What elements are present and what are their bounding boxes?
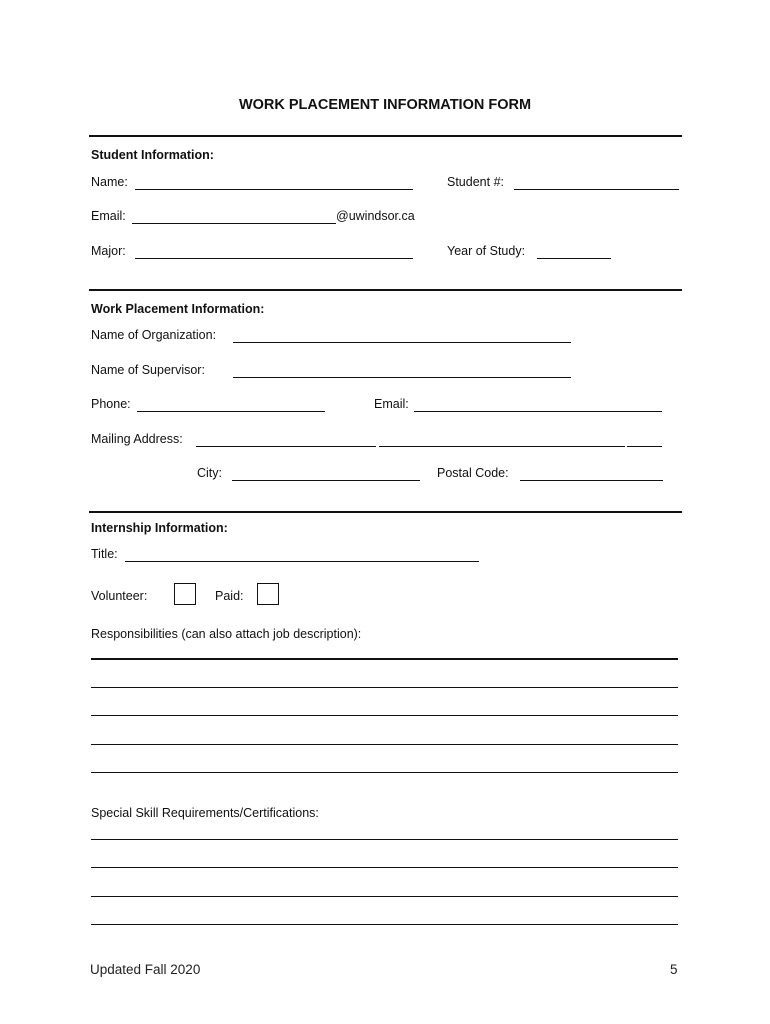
- city-label: City:: [197, 466, 222, 480]
- special-skills-line[interactable]: [91, 839, 678, 840]
- organization-label: Name of Organization:: [91, 328, 217, 342]
- name-field[interactable]: [135, 189, 413, 190]
- section-divider: [89, 289, 682, 291]
- postal-code-label: Postal Code:: [437, 466, 509, 480]
- placement-email-field[interactable]: [414, 411, 662, 412]
- special-skills-label: Special Skill Requirements/Certifications:: [91, 806, 319, 820]
- responsibilities-label: Responsibilities (can also attach job description):: [91, 627, 362, 641]
- organization-field[interactable]: [233, 342, 571, 343]
- email-field[interactable]: [132, 223, 336, 224]
- footer-updated-date: Updated Fall 2020: [90, 962, 201, 977]
- internship-info-heading: Internship Information:: [91, 521, 228, 535]
- major-field[interactable]: [135, 258, 413, 259]
- year-of-study-field[interactable]: [537, 258, 611, 259]
- section-divider: [89, 511, 682, 513]
- mailing-address-label: Mailing Address:: [91, 432, 183, 446]
- volunteer-label: Volunteer:: [91, 589, 148, 603]
- page-number: 5: [670, 962, 678, 977]
- responsibilities-line[interactable]: [91, 715, 678, 716]
- name-label: Name:: [91, 175, 128, 189]
- responsibilities-line[interactable]: [91, 744, 678, 745]
- responsibilities-line[interactable]: [91, 772, 678, 773]
- postal-code-field[interactable]: [520, 480, 663, 481]
- student-number-label: Student #:: [447, 175, 504, 189]
- major-label: Major:: [91, 244, 126, 258]
- responsibilities-line[interactable]: [91, 658, 678, 660]
- responsibilities-line[interactable]: [91, 687, 678, 688]
- mailing-address-field-3[interactable]: [627, 446, 662, 447]
- special-skills-line[interactable]: [91, 867, 678, 868]
- email-domain-suffix: @uwindsor.ca: [336, 209, 415, 223]
- volunteer-checkbox[interactable]: [174, 583, 196, 605]
- special-skills-line[interactable]: [91, 896, 678, 897]
- title-label: Title:: [91, 547, 118, 561]
- phone-label: Phone:: [91, 397, 131, 411]
- mailing-address-field-2[interactable]: [379, 446, 625, 447]
- email-label: Email:: [91, 209, 126, 223]
- placement-info-heading: Work Placement Information:: [91, 302, 265, 316]
- title-field[interactable]: [125, 561, 479, 562]
- placement-email-label: Email:: [374, 397, 409, 411]
- student-number-field[interactable]: [514, 189, 679, 190]
- phone-field[interactable]: [137, 411, 325, 412]
- supervisor-field[interactable]: [233, 377, 571, 378]
- supervisor-label: Name of Supervisor:: [91, 363, 205, 377]
- paid-checkbox[interactable]: [257, 583, 279, 605]
- paid-label: Paid:: [215, 589, 244, 603]
- mailing-address-field-1[interactable]: [196, 446, 376, 447]
- student-info-heading: Student Information:: [91, 148, 214, 162]
- year-of-study-label: Year of Study:: [447, 244, 526, 258]
- city-field[interactable]: [232, 480, 420, 481]
- special-skills-line[interactable]: [91, 924, 678, 925]
- section-divider: [89, 135, 682, 137]
- form-title: WORK PLACEMENT INFORMATION FORM: [238, 97, 532, 113]
